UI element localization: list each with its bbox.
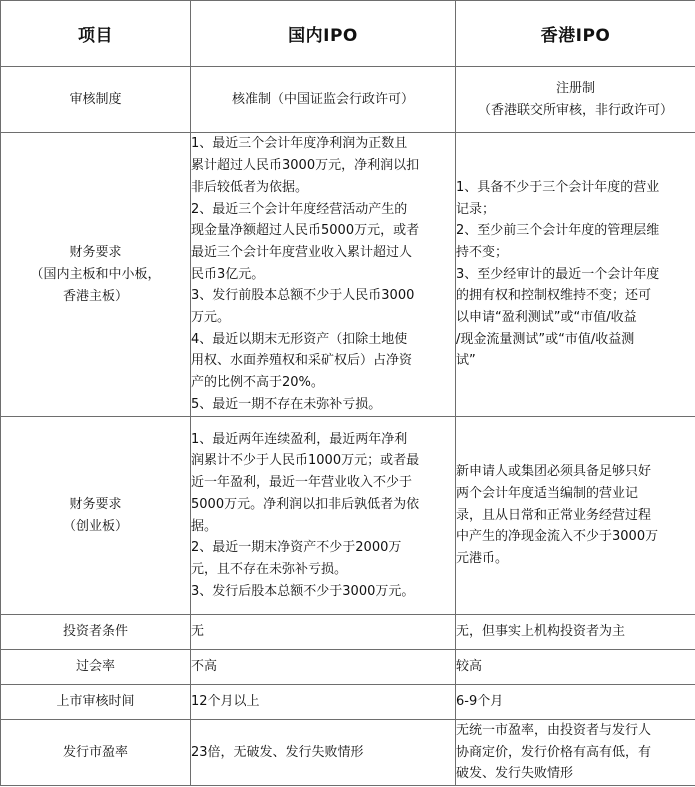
domestic-ipo-cell-line: 累计超过人民币3000万元，净利润以扣 [191,158,420,174]
hongkong-ipo-cell [456,133,695,417]
domestic-ipo-cell-line: 产的比例不高于20%。 [191,375,324,391]
domestic-ipo-cell [191,685,456,720]
hongkong-ipo-cell-line: 两个会计年度适当编制的营业记 [456,485,639,501]
hongkong-ipo-cell-line: 3、至少经审计的最近一个会计年度 [456,266,660,282]
domestic-ipo-cell [191,615,456,650]
row-label [1,133,191,417]
hongkong-ipo-cell-line: 的拥有权和控制权维持不变；还可 [456,288,652,304]
hongkong-ipo-cell-line: 1、具备不少于三个会计年度的营业 [456,179,660,195]
domestic-ipo-cell-line: 核准制（中国证监会行政许可） [231,91,414,107]
hongkong-ipo-cell [456,417,695,615]
domestic-ipo-cell [191,417,456,615]
row-label-line: 香港主板） [62,288,128,304]
domestic-ipo-cell-line: 5、最近一期不存在未弥补亏损。 [191,396,382,412]
table-row [1,720,695,786]
hongkong-ipo-cell [456,615,695,650]
row-label [1,615,191,650]
row-label-line: 财务要求 [69,496,122,512]
header-domestic-ipo: 国内IPO [191,1,456,67]
domestic-ipo-cell-line: 4、最近以期末无形资产（扣除土地使 [191,331,408,347]
row-label [1,720,191,786]
domestic-ipo-cell-line: 最近三个会计年度营业收入累计超过人 [191,244,413,260]
domestic-ipo-cell-line: 23倍，无破发、发行失败情形 [191,744,364,760]
hongkong-ipo-cell-line: 元港币。 [456,551,509,567]
row-label-line: 上市审核时间 [56,694,135,709]
hongkong-ipo-cell-line: 新申请人或集团必须具备足够只好 [456,464,652,480]
hongkong-ipo-cell-line: 无，但事实上机构投资者为主 [456,624,626,640]
table-row [1,417,695,615]
hongkong-ipo-cell-line: 中产生的净现金流入不少于3000万 [456,529,659,545]
table-row [1,615,695,650]
domestic-ipo-cell-line: 2、最近一期末净资产不少于2000万 [191,540,402,556]
domestic-ipo-cell-line: 5000万元。净利润以扣非后孰低者为依 [191,496,420,512]
header-hongkong-ipo: 香港IPO [456,1,695,67]
header-row [1,1,695,67]
hongkong-ipo-cell-line: 6-9个月 [456,694,504,710]
domestic-ipo-cell-line: 民币3亿元。 [191,266,265,282]
hongkong-ipo-cell-line: 以申请“盈利测试”或“市值/收益 [456,310,637,326]
row-label-line: （国内主板和中小板， [30,266,161,282]
domestic-ipo-cell-line: 12个月以上 [191,694,260,710]
hongkong-ipo-cell [456,685,695,720]
domestic-ipo-cell-line: 近一年盈利，最近一年营业收入不少于 [191,475,413,491]
domestic-ipo-cell [191,133,456,417]
hongkong-ipo-cell-line: 无统一市盈率，由投资者与发行人 [456,723,652,738]
domestic-ipo-cell-line: 3、发行前股本总额不少于人民币3000 [191,288,415,304]
domestic-ipo-cell [191,67,456,133]
row-label-line: 发行市盈率 [62,744,128,760]
hongkong-ipo-cell-line: （香港联交所审核，非行政许可） [477,102,673,118]
header-item: 项目 [1,1,191,67]
hongkong-ipo-cell-line: 较高 [456,659,483,675]
domestic-ipo-cell-line: 非后较低者为依据。 [191,179,309,195]
table-row [1,650,695,685]
row-label-line: （创业板） [62,518,128,534]
domestic-ipo-cell-line: 用权、水面养殖权和采矿权后）占净资 [191,353,413,369]
hongkong-ipo-cell [456,720,695,786]
domestic-ipo-cell-line: 万元。 [191,310,231,326]
domestic-ipo-cell-line: 1、最近两年连续盈利，最近两年净利 [191,431,408,447]
table-row [1,133,695,417]
domestic-ipo-cell-line: 据。 [191,518,218,534]
row-label-line: 财务要求 [69,244,122,260]
hongkong-ipo-cell-line: 试” [456,353,476,369]
row-label-line: 过会率 [75,659,115,674]
hongkong-ipo-cell-line: 记录； [456,201,496,217]
table-row [1,67,695,133]
hongkong-ipo-cell [456,650,695,685]
table-row [1,685,695,720]
domestic-ipo-cell-line: 2、最近三个会计年度经营活动产生的 [191,201,408,217]
domestic-ipo-cell [191,650,456,685]
domestic-ipo-cell-line: 1、最近三个会计年度净利润为正数且 [191,136,408,152]
hongkong-ipo-cell-line: 协商定价，发行价格有高有低，有 [456,744,652,760]
domestic-ipo-cell-line: 元，且不存在未弥补亏损。 [191,561,348,577]
domestic-ipo-cell-line: 润累计不少于人民币1000万元；或者最 [191,453,420,469]
domestic-ipo-cell-line: 无 [191,624,205,640]
hongkong-ipo-cell-line: 破发、发行失败情形 [456,766,574,782]
domestic-ipo-cell-line: 现金量净额超过人民币5000万元，或者 [191,223,420,239]
domestic-ipo-cell-line: 3、发行后股本总额不少于3000万元。 [191,583,415,599]
row-label-line: 审核制度 [69,91,122,107]
hongkong-ipo-cell-line: 2、至少前三个会计年度的管理层维 [456,223,660,239]
row-label [1,67,191,133]
domestic-ipo-cell-line: 不高 [191,659,218,675]
domestic-ipo-cell [191,720,456,786]
hongkong-ipo-cell [456,67,695,133]
row-label [1,650,191,685]
row-label-line: 投资者条件 [62,624,128,639]
row-label [1,685,191,720]
hongkong-ipo-cell-line: 持不变； [456,244,509,260]
row-label [1,417,191,615]
hongkong-ipo-cell-line: /现金流量测试”或“市值/收益测 [456,331,635,347]
hongkong-ipo-cell-line: 注册制 [555,80,595,96]
hongkong-ipo-cell-line: 录，且从日常和正常业务经营过程 [456,507,652,523]
